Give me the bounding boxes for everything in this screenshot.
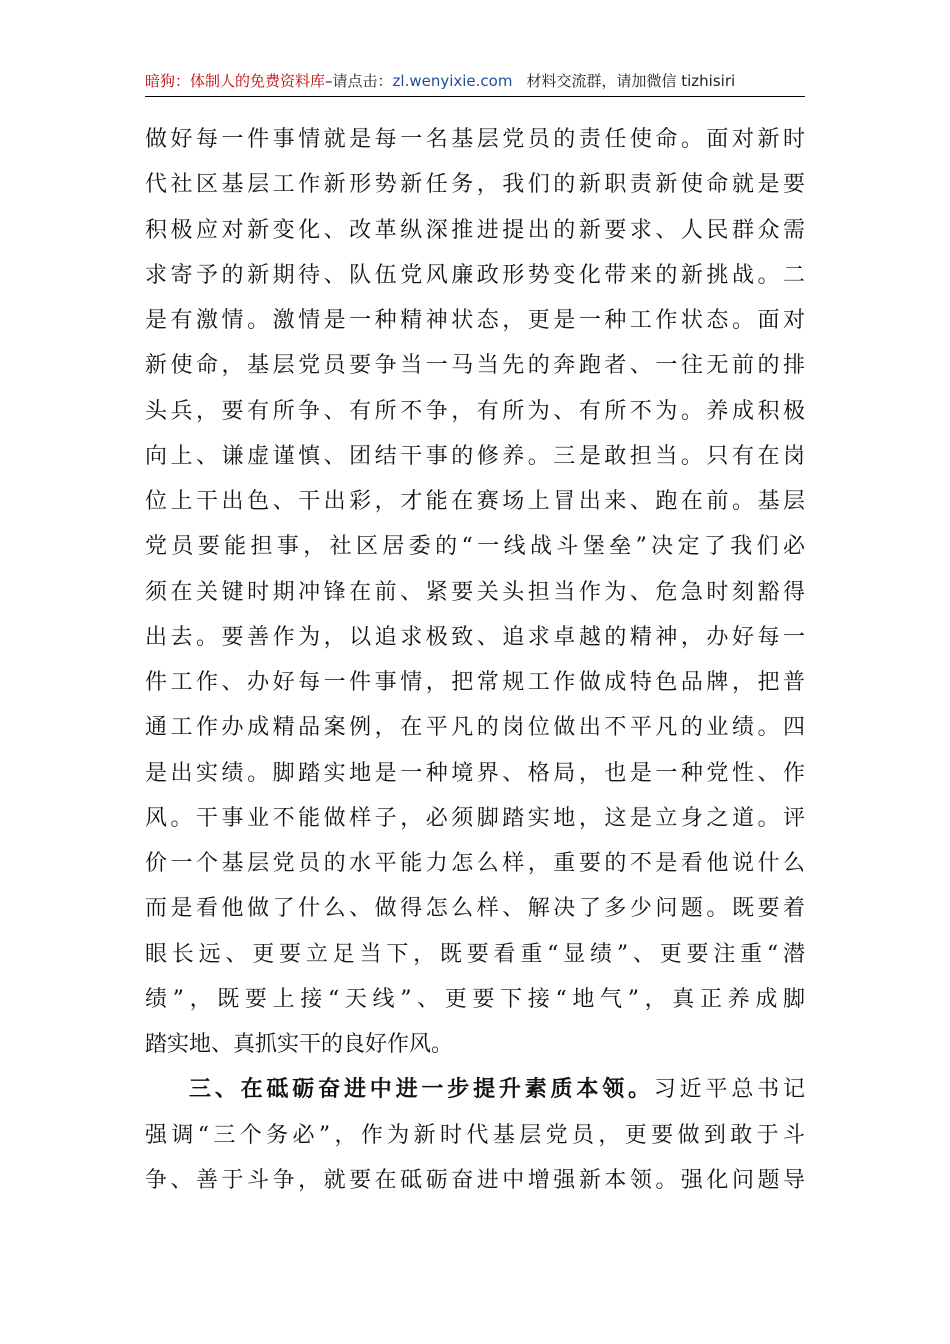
header-link[interactable]: zl.wenyixie.com xyxy=(392,72,513,90)
header-note: 材料交流群，请加微信 tizhisiri xyxy=(526,72,736,90)
text-line: 出去。要善作为，以追求极致、追求卓越的精神，办好每一 xyxy=(145,624,805,650)
text-line: 是有激情。激情是一种精神状态，更是一种工作状态。面对 xyxy=(145,308,805,333)
text-line: 头兵，要有所争、有所不争，有所为、有所不为。养成积极 xyxy=(145,398,805,424)
text-line: 党员要能担事，社区居委的“一线战斗堡垒”决定了我们必 xyxy=(145,534,805,560)
text-line: 价一个基层党员的水平能力怎么样，重要的不是看他说什么 xyxy=(145,851,805,876)
text-line: 须在关键时期冲锋在前、紧要关头担当作为、危急时刻豁得 xyxy=(145,579,805,605)
header-divider xyxy=(145,96,805,97)
text-line: 向上、谦虚谨慎、团结干事的修养。三是敢担当。只有在岗 xyxy=(145,443,805,469)
text-line: 绩”，既要上接“天线”、更要下接“地气”，真正养成脚 xyxy=(145,986,805,1012)
text-line: 争、善于斗争，就要在砥砺奋进中增强新本领。强化问题导 xyxy=(145,1167,805,1193)
text-line: 代社区基层工作新形势新任务，我们的新职责新使命就是要 xyxy=(145,172,805,198)
text-line: 通工作办成精品案例，在平凡的岗位做出不平凡的业绩。四 xyxy=(145,715,805,741)
section-heading: 三、在砥砺奋进中进一步提升素质本领。 xyxy=(189,1077,654,1103)
text-line: 踏实地、真抓实干的良好作风。 xyxy=(145,1032,454,1057)
header-prompt: –请点击： xyxy=(325,72,393,90)
text-line: 件工作、办好每一件事情，把常规工作做成特色品牌，把普 xyxy=(145,670,805,695)
text-line: 求寄予的新期待、队伍党风廉政形势变化带来的新挑战。二 xyxy=(145,262,805,288)
text-line: 是出实绩。脚踏实地是一种境界、格局，也是一种党性、作 xyxy=(145,760,805,786)
text-line: 风。干事业不能做样子，必须脚踏实地，这是立身之道。评 xyxy=(145,805,805,831)
text-line: 做好每一件事情就是每一名基层党员的责任使命。面对新时 xyxy=(145,127,805,152)
text-line: 位上干出色、干出彩，才能在赛场上冒出来、跑在前。基层 xyxy=(145,489,805,514)
header-brand: 暗狗：体制人的免费资料库 xyxy=(145,72,326,90)
paragraph-1 xyxy=(145,117,805,1067)
text-line xyxy=(145,1067,805,1112)
document-body xyxy=(145,117,805,1203)
page-header xyxy=(145,66,805,96)
text-line: 眼长远、更要立足当下，既要看重“显绩”、更要注重“潜 xyxy=(145,941,805,967)
text-line: 积极应对新变化、改革纵深推进提出的新要求、人民群众需 xyxy=(145,217,805,243)
text-line: 而是看他做了什么、做得怎么样、解决了多少问题。既要着 xyxy=(145,896,805,922)
paragraph-2 xyxy=(145,1067,805,1203)
text-line: 强调“三个务必”，作为新时代基层党员，更要做到敢于斗 xyxy=(145,1122,805,1148)
text-line: 新使命，基层党员要争当一马当先的奔跑者、一往无前的排 xyxy=(145,353,805,379)
heading-continuation: 习近平总书记 xyxy=(653,1077,805,1103)
